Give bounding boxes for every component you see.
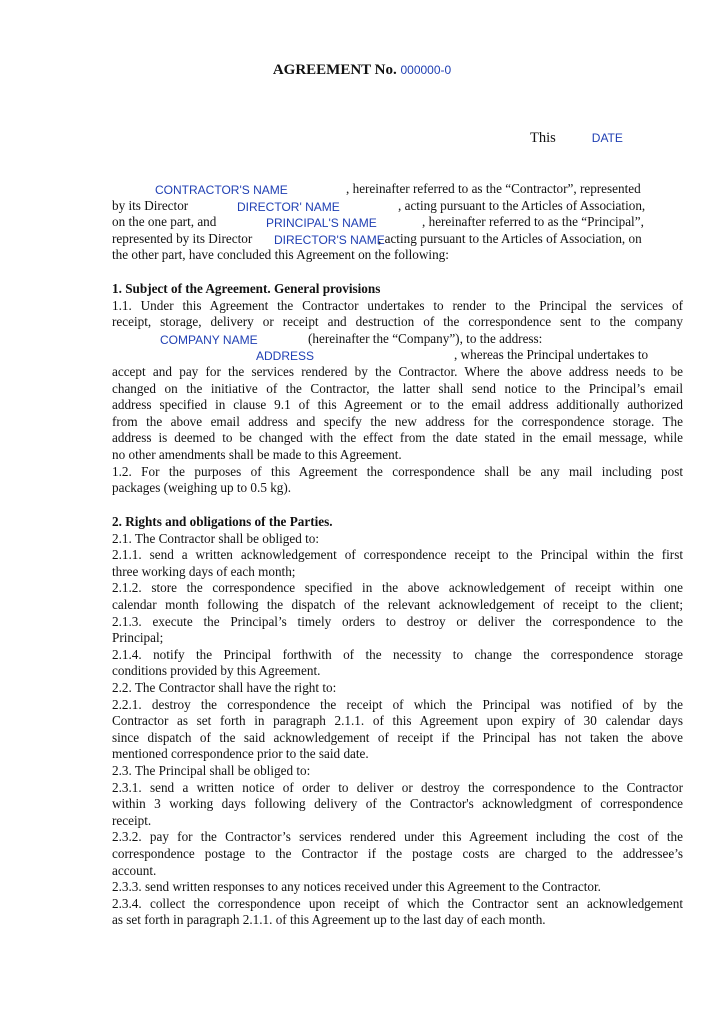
this-word: This [530, 130, 556, 146]
section-2-line: within 3 working days following delivery of the Contractor's acknowledgment of correspondence [112, 796, 683, 812]
preamble-text: by its Director [112, 197, 189, 213]
preamble-text: , acting pursuant to the Articles of Association, [398, 197, 646, 213]
section-2-line: 2.2. The Contractor shall have the right to: [112, 680, 337, 695]
section-2-line: 2.1.4. notify the Principal forthwith of the necessity to change the correspondence storage [112, 646, 683, 662]
section-1-line: accept and pay for the services rendered by the Contractor. Where the above address needs to be [112, 364, 683, 379]
section-2-line: 2.2.1. destroy the correspondence the receipt of which the Principal was notified of by the [112, 696, 683, 712]
section-2-line: account. [112, 862, 157, 878]
section-1-line: address specified in clause 9.1 of this Agreement or to the email address additionally authorized [112, 397, 683, 413]
address-placeholder: ADDRESS [256, 349, 315, 364]
preamble-line-4 [112, 231, 683, 248]
section-2-heading: 2. Rights and obligations of the Parties. [112, 514, 333, 529]
agreement-title-text: AGREEMENT No. [272, 62, 397, 78]
preamble-text: , acting pursuant to the Articles of Association, on [378, 230, 642, 246]
section-2-line: 2.3.3. send written responses to any notices received under this Agreement to the Contractor. [112, 879, 601, 895]
section-2-line: correspondence postage to the Contractor if the postage costs are charged to the addressee’s [112, 846, 683, 861]
preamble-text: , hereinafter referred to as the “Principal”, [422, 214, 644, 230]
section-2-line: three working days of each month; [112, 563, 296, 579]
section-2-line: 2.3.2. pay for the Contractor’s services rendered under this Agreement including the cost of the [112, 829, 683, 845]
section-2-line: 2.1.1. send a written acknowledgement of correspondence receipt to the Principal within the first [112, 547, 683, 563]
directors-name-placeholder: DIRECTOR'S NAME [274, 232, 385, 247]
section-1-line: from the above email address and specify the new address for the correspondence storage. The [112, 413, 683, 429]
section-1-line: packages (weighing up to 0.5 kg). [112, 480, 292, 496]
date-line [530, 130, 623, 147]
company-name-placeholder: COMPANY NAME [160, 332, 258, 347]
section-1-line: address is deemed to be changed with the effect from the date stated in the email message, while [112, 430, 683, 446]
section-1-line: no other amendments shall be made to this Agreement. [112, 447, 402, 462]
section-1-line: 1.2. For the purposes of this Agreement the correspondence shall be any mail including post [112, 463, 683, 479]
section-1-line: changed on the initiative of the Contractor, the latter shall send notice to the Principal’s email [112, 380, 683, 396]
contractor-name-placeholder: CONTRACTOR'S NAME [155, 183, 288, 197]
section-1-text: , whereas the Principal undertakes to [454, 347, 649, 363]
section-2-line: 2.1. The Contractor shall be obliged to: [112, 530, 320, 546]
agreement-number-placeholder: 000000-0 [400, 63, 452, 77]
section-2-line: 2.3. The Principal shall be obliged to: [112, 763, 311, 778]
preamble-text: on the one part, and [112, 214, 217, 230]
principal-name-placeholder: PRINCIPAL'S NAME [266, 216, 377, 231]
preamble-line-5: the other part, have concluded this Agreement on the following: [112, 247, 449, 263]
section-2-line: calendar month following the dispatch of the relevant acknowledgement of receipt to the client; [112, 597, 683, 612]
agreement-title [0, 62, 724, 79]
section-2-line: 2.3.1. send a written notice of order to deliver or destroy the correspondence to the Contractor [112, 779, 683, 795]
section-2-line: 2.1.2. store the correspondence specified in the above acknowledgement of receipt within one [112, 580, 683, 596]
section-2-line: conditions provided by this Agreement. [112, 663, 321, 679]
section-2-line: Contractor as set forth in paragraph 2.1.1. of this Agreement upon expiry of 30 calendar days [112, 713, 683, 729]
date-placeholder: DATE [591, 131, 623, 145]
section-1-line [112, 331, 683, 348]
section-1-line: 1.1. Under this Agreement the Contractor undertakes to render to the Principal the services of [112, 297, 683, 313]
section-2-line: since dispatch of the said acknowledgement of receipt if the Principal has not taken the above [112, 729, 683, 745]
director-name-placeholder: DIRECTOR' NAME [237, 199, 340, 214]
preamble-text: , hereinafter referred to as the “Contractor”, represented [346, 181, 641, 196]
section-2-line: mentioned correspondence prior to the said date. [112, 746, 369, 762]
preamble-line-2 [112, 198, 683, 215]
preamble-line-1 [112, 181, 683, 198]
section-1-heading: 1. Subject of the Agreement. General provisions [112, 281, 381, 296]
section-2-line: 2.3.4. collect the correspondence upon receipt of which the Contractor sent an acknowledgement [112, 895, 683, 911]
section-2-line: Principal; [112, 630, 164, 646]
section-1-line [112, 347, 683, 364]
section-2-line: receipt. [112, 812, 152, 828]
section-2-line: as set forth in paragraph 2.1.1. of this Agreement up to the last day of each month. [112, 912, 546, 928]
preamble-text: represented by its Director [112, 230, 253, 246]
section-1-text: (hereinafter the “Company”), to the address: [308, 330, 543, 346]
preamble-line-3 [112, 214, 683, 231]
section-1-line: receipt, storage, delivery or receipt and destruction of the correspondence sent to the company [112, 314, 683, 330]
section-2-line: 2.1.3. execute the Principal’s timely orders to destroy or deliver the correspondence to the [112, 613, 683, 629]
